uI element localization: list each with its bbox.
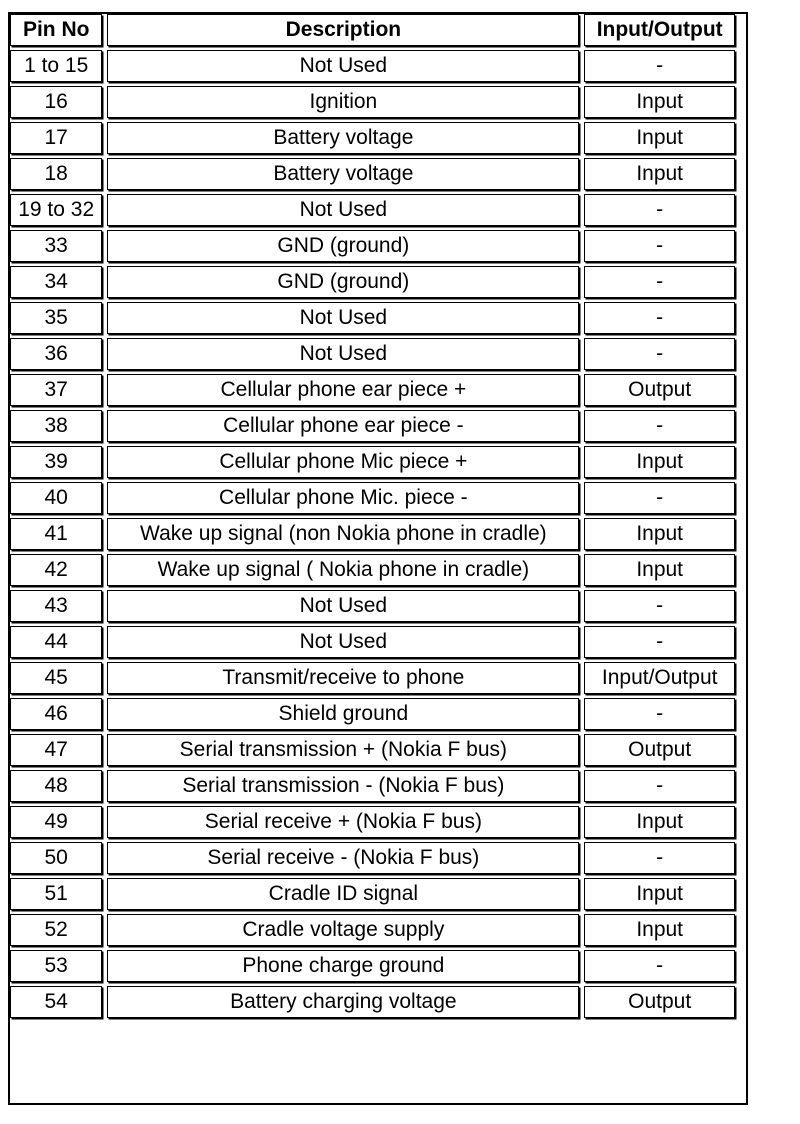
- description-cell: Not Used: [107, 338, 579, 370]
- description-cell: Wake up signal (non Nokia phone in cradle): [107, 518, 579, 550]
- io-cell: -: [584, 842, 735, 874]
- table-row: [10, 122, 735, 154]
- table-row: [10, 842, 735, 874]
- description-cell: Battery voltage: [107, 158, 579, 190]
- io-cell: Input: [584, 518, 735, 550]
- io-cell: Input: [584, 554, 735, 586]
- table-row: [10, 590, 735, 622]
- description-cell: Cellular phone ear piece -: [107, 410, 579, 442]
- io-cell: -: [584, 230, 735, 262]
- table-row: [10, 86, 735, 118]
- description-cell: Cellular phone Mic. piece -: [107, 482, 579, 514]
- table-body: [10, 50, 735, 1018]
- pin-cell: 18: [10, 158, 102, 190]
- pin-cell: 47: [10, 734, 102, 766]
- description-cell: Serial transmission - (Nokia F bus): [107, 770, 579, 802]
- table-row: [10, 194, 735, 226]
- table-row: [10, 626, 735, 658]
- pin-cell: 48: [10, 770, 102, 802]
- io-cell: -: [584, 338, 735, 370]
- io-cell: -: [584, 302, 735, 334]
- header-pin-no: Pin No: [10, 14, 102, 46]
- description-cell: Phone charge ground: [107, 950, 579, 982]
- description-cell: Shield ground: [107, 698, 579, 730]
- io-cell: -: [584, 698, 735, 730]
- table-row: [10, 806, 735, 838]
- description-cell: Cellular phone ear piece +: [107, 374, 579, 406]
- table-header-row: [10, 14, 735, 46]
- table-row: [10, 266, 735, 298]
- table-row: [10, 662, 735, 694]
- pin-cell: 40: [10, 482, 102, 514]
- io-cell: -: [584, 590, 735, 622]
- pin-cell: 37: [10, 374, 102, 406]
- pin-cell: 52: [10, 914, 102, 946]
- io-cell: -: [584, 50, 735, 82]
- table-row: [10, 158, 735, 190]
- table-row: [10, 446, 735, 478]
- table-row: [10, 950, 735, 982]
- io-cell: Input: [584, 122, 735, 154]
- description-cell: Not Used: [107, 626, 579, 658]
- io-cell: Output: [584, 374, 735, 406]
- table-row: [10, 698, 735, 730]
- pin-table: [5, 10, 740, 1022]
- description-cell: Battery charging voltage: [107, 986, 579, 1018]
- pin-cell: 34: [10, 266, 102, 298]
- pin-cell: 46: [10, 698, 102, 730]
- io-cell: -: [584, 266, 735, 298]
- io-cell: Input: [584, 914, 735, 946]
- pin-cell: 38: [10, 410, 102, 442]
- description-cell: Cradle ID signal: [107, 878, 579, 910]
- io-cell: -: [584, 626, 735, 658]
- pin-cell: 44: [10, 626, 102, 658]
- pin-cell: 16: [10, 86, 102, 118]
- pin-cell: 33: [10, 230, 102, 262]
- io-cell: Input: [584, 806, 735, 838]
- description-cell: Not Used: [107, 194, 579, 226]
- io-cell: -: [584, 194, 735, 226]
- io-cell: Input: [584, 878, 735, 910]
- description-cell: GND (ground): [107, 230, 579, 262]
- io-cell: -: [584, 410, 735, 442]
- header-input-output: Input/Output: [584, 14, 735, 46]
- table-row: [10, 734, 735, 766]
- io-cell: Input/Output: [584, 662, 735, 694]
- description-cell: Serial receive + (Nokia F bus): [107, 806, 579, 838]
- io-cell: Input: [584, 446, 735, 478]
- table-row: [10, 374, 735, 406]
- pin-cell: 1 to 15: [10, 50, 102, 82]
- table-row: [10, 50, 735, 82]
- io-cell: Output: [584, 986, 735, 1018]
- pin-cell: 35: [10, 302, 102, 334]
- io-cell: Input: [584, 158, 735, 190]
- description-cell: Cellular phone Mic piece +: [107, 446, 579, 478]
- table-row: [10, 482, 735, 514]
- io-cell: Output: [584, 734, 735, 766]
- description-cell: Transmit/receive to phone: [107, 662, 579, 694]
- io-cell: Input: [584, 86, 735, 118]
- io-cell: -: [584, 950, 735, 982]
- description-cell: Not Used: [107, 590, 579, 622]
- pin-cell: 54: [10, 986, 102, 1018]
- table-row: [10, 230, 735, 262]
- pin-cell: 19 to 32: [10, 194, 102, 226]
- table-row: [10, 338, 735, 370]
- table-row: [10, 554, 735, 586]
- pin-cell: 17: [10, 122, 102, 154]
- pin-cell: 42: [10, 554, 102, 586]
- table-row: [10, 770, 735, 802]
- table-row: [10, 518, 735, 550]
- description-cell: Battery voltage: [107, 122, 579, 154]
- table-row: [10, 302, 735, 334]
- table-row: [10, 878, 735, 910]
- description-cell: Serial transmission + (Nokia F bus): [107, 734, 579, 766]
- description-cell: Cradle voltage supply: [107, 914, 579, 946]
- table-row: [10, 914, 735, 946]
- io-cell: -: [584, 770, 735, 802]
- table-row: [10, 986, 735, 1018]
- pin-cell: 39: [10, 446, 102, 478]
- pin-cell: 51: [10, 878, 102, 910]
- table-row: [10, 410, 735, 442]
- header-description: Description: [107, 14, 579, 46]
- pin-cell: 50: [10, 842, 102, 874]
- pin-cell: 45: [10, 662, 102, 694]
- io-cell: -: [584, 482, 735, 514]
- description-cell: Not Used: [107, 50, 579, 82]
- pin-cell: 49: [10, 806, 102, 838]
- description-cell: GND (ground): [107, 266, 579, 298]
- pin-cell: 36: [10, 338, 102, 370]
- description-cell: Not Used: [107, 302, 579, 334]
- description-cell: Ignition: [107, 86, 579, 118]
- description-cell: Serial receive - (Nokia F bus): [107, 842, 579, 874]
- pin-cell: 53: [10, 950, 102, 982]
- pin-cell: 43: [10, 590, 102, 622]
- pin-cell: 41: [10, 518, 102, 550]
- description-cell: Wake up signal ( Nokia phone in cradle): [107, 554, 579, 586]
